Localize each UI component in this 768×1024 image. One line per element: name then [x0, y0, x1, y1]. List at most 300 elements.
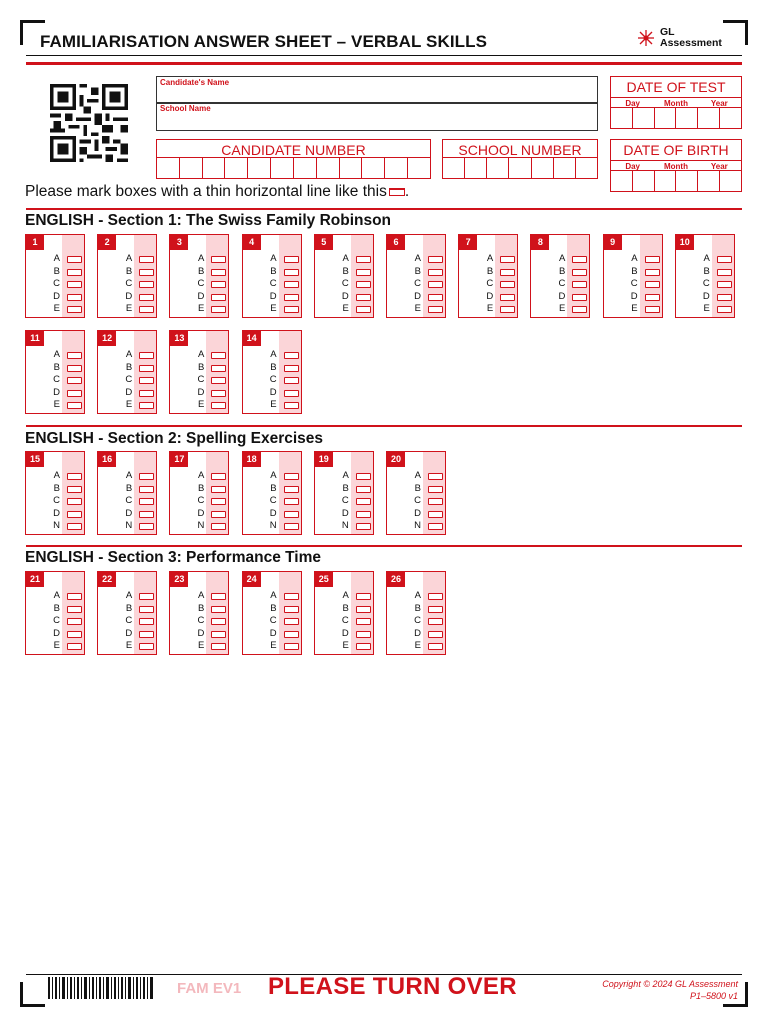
answer-bubble[interactable] — [572, 269, 587, 276]
answer-bubble[interactable] — [211, 631, 226, 638]
month-label: Month — [663, 99, 688, 108]
answer-bubble[interactable] — [356, 294, 371, 301]
answer-bubble[interactable] — [356, 511, 371, 518]
answer-bubble[interactable] — [211, 390, 226, 397]
option-label: B — [53, 361, 60, 373]
answer-bubble[interactable] — [211, 523, 226, 530]
option-row-a — [315, 253, 375, 265]
option-label: A — [270, 470, 277, 481]
question-number: 11 — [26, 331, 44, 346]
answer-bubble[interactable] — [139, 390, 154, 397]
option-label: D — [197, 507, 205, 519]
answer-bubble[interactable] — [67, 618, 82, 625]
option-row-e — [459, 303, 519, 315]
option-label: B — [125, 361, 133, 373]
answer-bubble[interactable] — [211, 606, 226, 613]
answer-bubble[interactable] — [67, 498, 82, 505]
option-label: B — [53, 265, 60, 277]
answer-bubble[interactable] — [428, 281, 443, 288]
option-row-n — [170, 520, 230, 532]
option-label: C — [341, 495, 349, 506]
answer-bubble[interactable] — [428, 486, 443, 493]
option-label: A — [559, 253, 566, 264]
answer-bubble[interactable] — [500, 294, 515, 301]
question-15[interactable] — [25, 451, 85, 535]
answer-bubble[interactable] — [428, 473, 443, 480]
date-of-test-cells[interactable] — [611, 107, 741, 128]
option-label: D — [269, 627, 277, 639]
option-label: A — [342, 253, 349, 264]
option-label: C — [53, 615, 60, 626]
option-row-e — [604, 303, 664, 315]
answer-bubble[interactable] — [356, 631, 371, 638]
question-20[interactable] — [386, 451, 446, 535]
answer-bubble[interactable] — [428, 256, 443, 263]
answer-bubble[interactable] — [211, 402, 226, 409]
candidate-name-field[interactable] — [156, 76, 598, 104]
option-label: A — [342, 590, 349, 601]
answer-bubble[interactable] — [284, 606, 299, 613]
answer-bubble[interactable] — [572, 256, 587, 263]
question-21[interactable] — [25, 571, 85, 655]
answer-bubble[interactable] — [211, 473, 226, 480]
option-row-d — [26, 291, 86, 303]
option-label: N — [269, 520, 277, 531]
answer-bubble[interactable] — [67, 511, 82, 518]
answer-bubble[interactable] — [428, 523, 443, 530]
answer-bubble[interactable] — [356, 618, 371, 625]
answer-bubble[interactable] — [356, 643, 371, 650]
answer-bubble[interactable] — [211, 593, 226, 600]
option-label: B — [53, 602, 60, 614]
question-number: 18 — [243, 452, 261, 467]
question-22[interactable] — [97, 571, 157, 655]
option-label: B — [342, 265, 349, 277]
option-row-a — [604, 253, 664, 265]
answer-bubble[interactable] — [428, 631, 443, 638]
answer-bubble[interactable] — [139, 473, 154, 480]
answer-bubble[interactable] — [67, 281, 82, 288]
option-row-c — [387, 615, 447, 627]
answer-bubble[interactable] — [211, 306, 226, 313]
logo-line-2: Assessment — [660, 37, 722, 49]
answer-bubble[interactable] — [139, 523, 154, 530]
answer-bubble[interactable] — [67, 643, 82, 650]
answer-bubble[interactable] — [500, 281, 515, 288]
option-label: D — [125, 386, 133, 398]
answer-bubble[interactable] — [67, 402, 82, 409]
question-19[interactable] — [314, 451, 374, 535]
option-row-e — [243, 399, 303, 411]
barcode — [48, 977, 154, 999]
question-number: 24 — [243, 572, 261, 587]
answer-bubble[interactable] — [284, 593, 299, 600]
option-row-b — [676, 266, 736, 278]
answer-bubble[interactable] — [717, 306, 732, 313]
answer-bubble[interactable] — [139, 631, 154, 638]
option-row-n — [26, 520, 86, 532]
question-2[interactable] — [97, 234, 157, 318]
option-row-c — [604, 278, 664, 290]
answer-bubble[interactable] — [211, 294, 226, 301]
answer-bubble[interactable] — [428, 618, 443, 625]
option-label: B — [198, 482, 205, 494]
answer-bubble[interactable] — [284, 402, 299, 409]
answer-bubble[interactable] — [717, 256, 732, 263]
option-label: D — [53, 627, 60, 639]
option-label: N — [53, 520, 60, 531]
answer-bubble[interactable] — [139, 643, 154, 650]
option-label: E — [559, 303, 566, 314]
section-3-rule — [26, 545, 742, 547]
answer-bubble[interactable] — [428, 606, 443, 613]
answer-bubble[interactable] — [139, 269, 154, 276]
option-row-a — [387, 470, 447, 482]
option-label: C — [414, 495, 421, 506]
answer-bubble[interactable] — [356, 473, 371, 480]
option-label: A — [486, 253, 494, 264]
option-row-d — [315, 291, 375, 303]
question-number: 2 — [98, 235, 116, 250]
option-row-a — [170, 470, 230, 482]
answer-bubble[interactable] — [67, 269, 82, 276]
option-row-d — [676, 291, 736, 303]
question-9[interactable] — [603, 234, 663, 318]
date-of-test-box[interactable] — [610, 76, 742, 129]
option-label: E — [198, 640, 205, 651]
option-label: C — [197, 615, 205, 626]
question-13[interactable] — [169, 330, 229, 414]
school-number-cells[interactable] — [443, 157, 597, 178]
answer-bubble[interactable] — [139, 402, 154, 409]
answer-bubble[interactable] — [284, 281, 299, 288]
answer-bubble[interactable] — [67, 306, 82, 313]
answer-bubble[interactable] — [500, 269, 515, 276]
option-row-e — [315, 303, 375, 315]
option-row-a — [531, 253, 591, 265]
option-row-e — [676, 303, 736, 315]
school-name-field[interactable] — [156, 102, 598, 131]
question-23[interactable] — [169, 571, 229, 655]
answer-bubble[interactable] — [284, 473, 299, 480]
question-17[interactable] — [169, 451, 229, 535]
date-of-birth-box[interactable] — [610, 139, 742, 192]
option-row-n — [387, 520, 447, 532]
option-label: C — [53, 495, 60, 506]
answer-bubble[interactable] — [356, 281, 371, 288]
answer-bubble[interactable] — [356, 606, 371, 613]
question-11[interactable] — [25, 330, 85, 414]
question-number: 25 — [315, 572, 333, 587]
answer-bubble[interactable] — [211, 256, 226, 263]
question-number: 10 — [676, 235, 694, 250]
answer-bubble[interactable] — [428, 269, 443, 276]
answer-bubble[interactable] — [211, 269, 226, 276]
answer-bubble[interactable] — [500, 256, 515, 263]
answer-bubble[interactable] — [67, 486, 82, 493]
option-row-b — [315, 266, 375, 278]
answer-bubble[interactable] — [139, 593, 154, 600]
option-row-c — [243, 278, 303, 290]
answer-bubble[interactable] — [284, 256, 299, 263]
answer-bubble[interactable] — [211, 365, 226, 372]
option-label: B — [125, 265, 133, 277]
option-label: B — [198, 265, 205, 277]
answer-bubble[interactable] — [67, 523, 82, 530]
answer-bubble[interactable] — [139, 377, 154, 384]
candidate-number-cells[interactable] — [157, 157, 430, 178]
answer-bubble[interactable] — [284, 618, 299, 625]
option-row-c — [26, 495, 86, 507]
option-label: A — [125, 349, 133, 360]
answer-bubble[interactable] — [645, 256, 660, 263]
copyright-block — [602, 978, 738, 1002]
answer-bubble[interactable] — [356, 523, 371, 530]
answer-bubble[interactable] — [139, 498, 154, 505]
answer-bubble[interactable] — [356, 256, 371, 263]
question-16[interactable] — [97, 451, 157, 535]
answer-bubble[interactable] — [572, 306, 587, 313]
question-number: 21 — [26, 572, 44, 587]
answer-bubble[interactable] — [284, 352, 299, 359]
answer-bubble[interactable] — [139, 256, 154, 263]
answer-bubble[interactable] — [356, 306, 371, 313]
option-row-a — [98, 590, 158, 602]
question-number: 23 — [170, 572, 188, 587]
answer-bubble[interactable] — [428, 593, 443, 600]
option-row-e — [26, 640, 86, 652]
option-row-e — [98, 640, 158, 652]
option-row-a — [387, 590, 447, 602]
answer-bubble[interactable] — [428, 294, 443, 301]
answer-bubble[interactable] — [211, 281, 226, 288]
option-label: B — [342, 602, 349, 614]
question-8[interactable] — [530, 234, 590, 318]
answer-bubble[interactable] — [717, 294, 732, 301]
question-number: 20 — [387, 452, 405, 467]
question-5[interactable] — [314, 234, 374, 318]
option-row-a — [243, 253, 303, 265]
answer-bubble[interactable] — [284, 643, 299, 650]
answer-bubble[interactable] — [211, 618, 226, 625]
option-label: E — [53, 399, 60, 410]
answer-bubble[interactable] — [211, 643, 226, 650]
answer-bubble[interactable] — [211, 377, 226, 384]
option-row-d — [243, 387, 303, 399]
option-row-a — [676, 253, 736, 265]
option-row-d — [387, 291, 447, 303]
answer-bubble[interactable] — [428, 498, 443, 505]
year-label: Year — [710, 162, 728, 171]
answer-bubble[interactable] — [284, 498, 299, 505]
turn-over-text: PLEASE TURN OVER — [268, 973, 517, 1000]
answer-bubble[interactable] — [139, 511, 154, 518]
option-label: E — [270, 303, 277, 314]
answer-bubble[interactable] — [67, 352, 82, 359]
answer-bubble[interactable] — [139, 606, 154, 613]
option-label: D — [414, 507, 421, 519]
option-label: B — [414, 482, 421, 494]
question-4[interactable] — [242, 234, 302, 318]
option-label: D — [269, 386, 277, 398]
option-label: C — [630, 278, 638, 289]
option-label: D — [558, 290, 566, 302]
answer-bubble[interactable] — [717, 269, 732, 276]
question-26[interactable] — [386, 571, 446, 655]
option-row-e — [98, 303, 158, 315]
answer-bubble[interactable] — [67, 294, 82, 301]
answer-bubble[interactable] — [211, 498, 226, 505]
answer-bubble[interactable] — [284, 523, 299, 530]
question-1[interactable] — [25, 234, 85, 318]
answer-bubble[interactable] — [139, 365, 154, 372]
option-label: D — [197, 386, 205, 398]
answer-bubble[interactable] — [139, 618, 154, 625]
option-label: N — [341, 520, 349, 531]
answer-bubble[interactable] — [356, 269, 371, 276]
answer-bubble[interactable] — [67, 390, 82, 397]
option-row-d — [243, 628, 303, 640]
option-row-e — [98, 399, 158, 411]
answer-bubble[interactable] — [67, 365, 82, 372]
answer-bubble[interactable] — [284, 294, 299, 301]
answer-bubble[interactable] — [139, 306, 154, 313]
option-row-c — [243, 374, 303, 386]
question-10[interactable] — [675, 234, 735, 318]
option-row-b — [26, 603, 86, 615]
answer-bubble[interactable] — [428, 643, 443, 650]
answer-bubble[interactable] — [284, 377, 299, 384]
page-title: FAMILIARISATION ANSWER SHEET – VERBAL SKILLS — [40, 32, 488, 51]
option-row-d — [170, 291, 230, 303]
date-of-birth-cells[interactable] — [611, 170, 741, 191]
question-14[interactable] — [242, 330, 302, 414]
answer-bubble[interactable] — [284, 486, 299, 493]
answer-bubble[interactable] — [211, 352, 226, 359]
answer-bubble[interactable] — [284, 306, 299, 313]
answer-bubble[interactable] — [139, 281, 154, 288]
answer-bubble[interactable] — [284, 631, 299, 638]
option-row-b — [98, 362, 158, 374]
option-label: A — [198, 590, 205, 601]
answer-bubble[interactable] — [211, 486, 226, 493]
option-row-e — [170, 399, 230, 411]
question-25[interactable] — [314, 571, 374, 655]
option-row-b — [604, 266, 664, 278]
option-label: B — [486, 265, 494, 277]
option-row-d — [26, 628, 86, 640]
option-row-a — [459, 253, 519, 265]
option-row-d — [26, 508, 86, 520]
school-number-box[interactable] — [442, 139, 598, 179]
option-row-c — [676, 278, 736, 290]
answer-bubble[interactable] — [67, 631, 82, 638]
answer-bubble[interactable] — [139, 294, 154, 301]
question-12[interactable] — [97, 330, 157, 414]
option-row-c — [98, 615, 158, 627]
logo-text — [660, 27, 722, 49]
question-7[interactable] — [458, 234, 518, 318]
option-row-d — [98, 508, 158, 520]
option-row-e — [315, 640, 375, 652]
answer-bubble[interactable] — [284, 365, 299, 372]
answer-bubble[interactable] — [284, 390, 299, 397]
question-6[interactable] — [386, 234, 446, 318]
answer-bubble[interactable] — [645, 281, 660, 288]
answer-bubble[interactable] — [428, 511, 443, 518]
option-row-a — [26, 470, 86, 482]
option-label: B — [414, 602, 421, 614]
candidate-number-box[interactable] — [156, 139, 431, 179]
school-number-title: SCHOOL NUMBER — [458, 142, 582, 158]
answer-bubble[interactable] — [356, 486, 371, 493]
header-rule — [26, 55, 742, 56]
form-reference: P1–5800 v1 — [689, 991, 738, 1001]
answer-bubble[interactable] — [717, 281, 732, 288]
answer-bubble[interactable] — [139, 352, 154, 359]
question-number: 12 — [98, 331, 116, 346]
answer-bubble[interactable] — [645, 294, 660, 301]
answer-bubble[interactable] — [67, 473, 82, 480]
option-row-b — [26, 483, 86, 495]
answer-bubble[interactable] — [356, 498, 371, 505]
option-row-a — [26, 253, 86, 265]
answer-bubble[interactable] — [572, 281, 587, 288]
gl-logo-icon — [634, 27, 658, 49]
answer-bubble[interactable] — [645, 269, 660, 276]
option-row-d — [459, 291, 519, 303]
answer-bubble[interactable] — [356, 593, 371, 600]
option-label: B — [125, 602, 133, 614]
option-label: E — [125, 640, 133, 651]
answer-bubble[interactable] — [645, 306, 660, 313]
option-row-c — [170, 278, 230, 290]
option-label: B — [53, 482, 60, 494]
corner-mark-top-right — [723, 20, 748, 45]
option-label: D — [414, 290, 421, 302]
question-number: 1 — [26, 235, 44, 250]
answer-bubble[interactable] — [284, 269, 299, 276]
answer-bubble[interactable] — [211, 511, 226, 518]
option-row-c — [98, 374, 158, 386]
answer-bubble[interactable] — [67, 256, 82, 263]
question-number: 19 — [315, 452, 333, 467]
option-label: D — [341, 507, 349, 519]
year-label: Year — [710, 99, 728, 108]
option-row-n — [315, 520, 375, 532]
answer-bubble[interactable] — [67, 593, 82, 600]
option-label: D — [125, 507, 133, 519]
question-24[interactable] — [242, 571, 302, 655]
answer-bubble[interactable] — [500, 306, 515, 313]
answer-bubble[interactable] — [67, 377, 82, 384]
answer-bubble[interactable] — [139, 486, 154, 493]
answer-bubble[interactable] — [428, 306, 443, 313]
option-row-n — [98, 520, 158, 532]
candidate-number-title: CANDIDATE NUMBER — [221, 142, 366, 158]
section-1-title: ENGLISH - Section 1: The Swiss Family Robinson — [25, 212, 392, 229]
question-18[interactable] — [242, 451, 302, 535]
option-row-b — [387, 483, 447, 495]
option-label: C — [197, 374, 205, 385]
option-row-b — [98, 603, 158, 615]
answer-bubble[interactable] — [572, 294, 587, 301]
answer-bubble[interactable] — [284, 511, 299, 518]
question-3[interactable] — [169, 234, 229, 318]
answer-bubble[interactable] — [67, 606, 82, 613]
question-number: 26 — [387, 572, 405, 587]
option-label: A — [270, 253, 277, 264]
